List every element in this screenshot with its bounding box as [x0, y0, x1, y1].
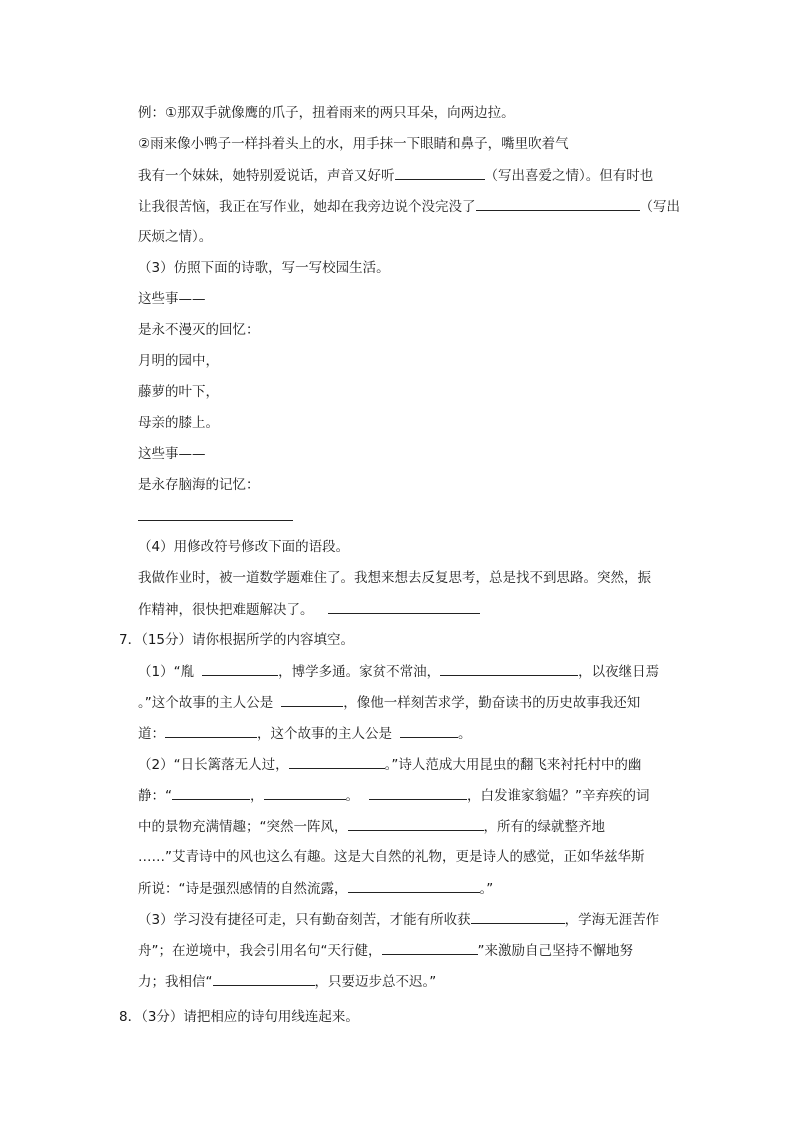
blank-sister-like[interactable] [395, 165, 485, 180]
sister-text-2a: 让我很苦恼，我正在写作业，她却在我旁边说个没完没了 [138, 199, 476, 215]
q7-p1-text-a: （1）“胤 [138, 664, 195, 680]
q7-p1-text-d: 。”这个故事的主人公是 [138, 695, 274, 711]
q7-p1-text-b: ，博学多通。家贫不常油， [278, 664, 441, 680]
q7-p3-text-f: ，只要迈步总不迟。” [314, 974, 437, 990]
q7-p2-text-k: 。” [479, 881, 494, 897]
q7-p1-text-c: ，以夜继日焉 [578, 664, 660, 680]
blank-q7-5[interactable] [400, 723, 458, 738]
q4-line-1: 我做作业时，被一道数学题难住了。我想来想去反复思考，总是找不到思路。突然，振 [138, 570, 651, 586]
q8-heading: 8．（3分）请把相应的诗句用线连起来。 [119, 1009, 359, 1025]
q7-p2-text-h: ，所有的绿就整齐地 [483, 819, 605, 835]
q7-heading: 7．（15分）请你根据所学的内容填空。 [119, 632, 355, 648]
q4-title: （4）用修改符号修改下面的语段。 [138, 539, 350, 555]
q7-p3-line-3 [138, 971, 436, 992]
q7-p1-text-f: 道： [138, 726, 165, 742]
q7-p2-line-3 [138, 816, 605, 837]
q7-p1-line-3 [138, 723, 472, 744]
q4-text-2: 作精神，很快把难题解决了。 [138, 602, 314, 618]
blank-q4-answer[interactable] [328, 599, 480, 614]
example-line-1: 例：①那双手就像鹰的爪子，扭着雨来的两只耳朵，向两边拉。 [138, 105, 515, 121]
q7-p2-text-c: 静：“ [138, 788, 172, 804]
poem-line: 藤萝的叶下， [138, 384, 219, 400]
sister-text-1b: （写出喜爱之情）。但有时也 [484, 168, 654, 184]
blank-sister-annoyed[interactable] [476, 196, 640, 211]
q7-p3-text-d: ”来激励自己坚持不懈地努 [477, 943, 633, 959]
q7-p2-line-4: ……”艾青诗中的风也这么有趣。这是大自然的礼物，更是诗人的感觉，正如华兹华斯 [138, 849, 645, 865]
example-line-2: ②雨来像小鸭子一样抖着头上的水，用手抹一下眼睛和鼻子，嘴里吹着气 [138, 136, 569, 152]
blank-q7-2[interactable] [440, 661, 578, 676]
q7-p1-line-1 [138, 661, 659, 682]
sister-line-1 [138, 165, 653, 186]
blank-q7-3[interactable] [281, 692, 343, 707]
blank-q7-6[interactable] [289, 754, 385, 769]
poem-answer-blank[interactable] [138, 520, 293, 521]
q7-p3-text-a: （3）学习没有捷径可走，只有勤奋刻苦，才能有所收获 [138, 912, 471, 928]
q7-p3-line-1 [138, 909, 659, 930]
sister-line-2 [138, 196, 680, 217]
q7-p2-text-g: 中的景物充满情趣；“突然一阵风， [138, 819, 348, 835]
sister-line-3: 厌烦之情）。 [138, 229, 213, 245]
q7-p1-line-2 [138, 692, 640, 713]
q7-p3-line-2 [138, 940, 633, 961]
sister-text-1a: 我有一个妹妹，她特别爱说话，声音又好听 [138, 168, 395, 184]
blank-q7-4[interactable] [165, 723, 257, 738]
poem-line: 这些事—— [138, 291, 206, 307]
blank-q7-1[interactable] [202, 661, 278, 676]
q7-p1-text-g: ，这个故事的主人公是 [257, 726, 392, 742]
q7-p2-line-1 [138, 754, 641, 775]
blank-q7-13[interactable] [382, 940, 478, 955]
q7-p2-text-b: 。”诗人范成大用昆虫的翻飞来衬托村中的幽 [384, 757, 642, 773]
sister-text-2b: （写出 [639, 199, 680, 215]
q7-p2-line-5 [138, 878, 493, 899]
blank-q7-9[interactable] [369, 785, 467, 800]
poem-line: 是永不漫灭的回忆： [138, 322, 260, 338]
blank-q7-10[interactable] [348, 816, 484, 831]
blank-q7-14[interactable] [213, 971, 315, 986]
q7-p2-text-d: ， [250, 788, 264, 804]
q7-p3-text-e: 力；我相信“ [138, 974, 213, 990]
poem-line: 月明的园中， [138, 353, 219, 369]
poem-line: 这些事—— [138, 446, 206, 462]
q7-p1-text-h: 。 [458, 726, 472, 742]
q3-title: （3）仿照下面的诗歌，写一写校园生活。 [138, 260, 390, 276]
blank-q7-8[interactable] [264, 785, 346, 800]
blank-q7-7[interactable] [172, 785, 250, 800]
poem-line: 是永存脑海的记忆： [138, 477, 260, 493]
blank-q7-12[interactable] [471, 909, 565, 924]
q7-p2-text-e: 。 [345, 788, 359, 804]
q7-p2-text-j: 所说：“诗是强烈感情的自然流露， [138, 881, 348, 897]
blank-q7-11[interactable] [348, 878, 480, 893]
q7-p2-text-f: ，白发谁家翁媪？”辛弃疾的词 [467, 788, 650, 804]
q7-p1-text-e: ，像他一样刻苦求学，勤奋读书的历史故事我还知 [343, 695, 641, 711]
q7-p2-line-2 [138, 785, 650, 806]
q7-p2-text-a: （2）“日长篱落无人过， [138, 757, 289, 773]
q4-line-2 [138, 599, 480, 620]
poem-line: 母亲的膝上。 [138, 415, 219, 431]
q7-p3-text-b: ，学海无涯苦作 [564, 912, 660, 928]
q7-p3-text-c: 舟”；在逆境中，我会引用名句“天行健， [138, 943, 382, 959]
